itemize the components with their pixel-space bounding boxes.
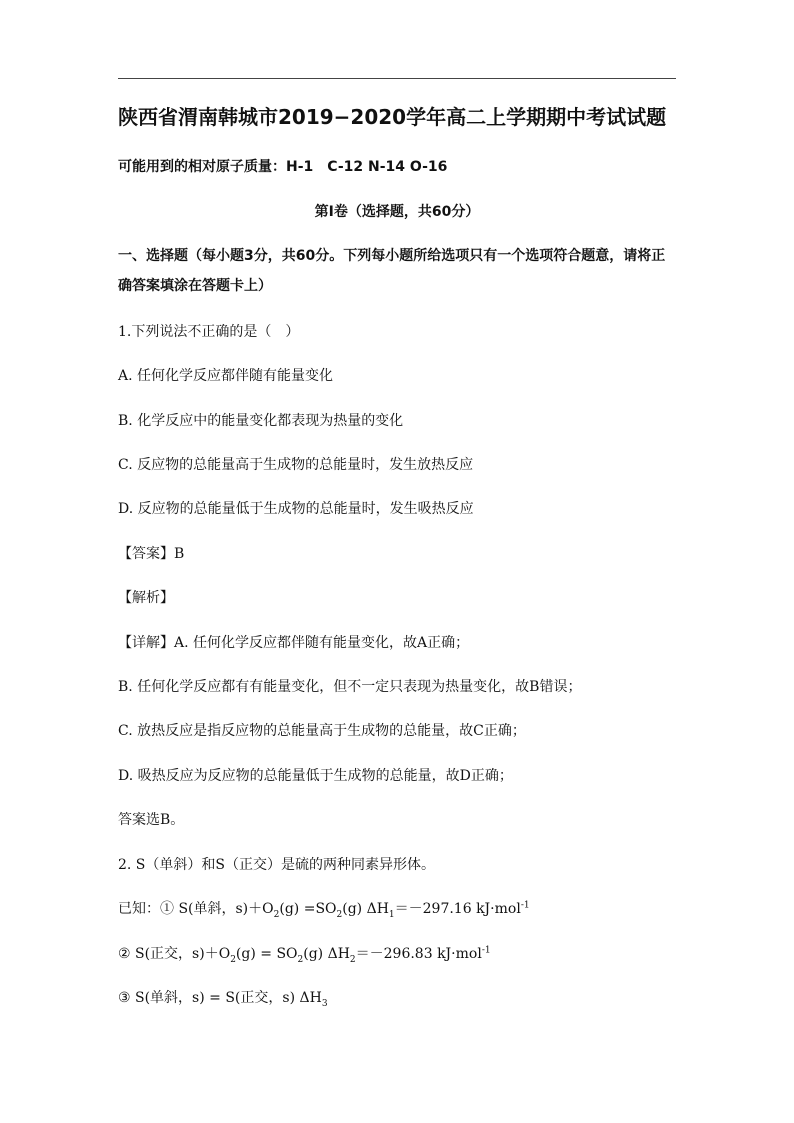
document-title: 陕西省渭南韩城市2019−2020学年高二上学期期中考试试题 [118,105,667,129]
q1-answer: 【答案】B [118,546,185,562]
eq2-mid2: (g) ΔH [303,946,350,962]
eq1-exponent: -1 [520,900,530,911]
eq1-mid2: (g) ΔH [342,901,389,917]
eq1-h-subscript: 1 [388,909,395,920]
q1-conclusion: 答案选B。 [118,812,185,828]
q1-option-c: C. 反应物的总能量高于生成物的总能量时，发生放热反应 [118,457,474,473]
q1-detail-b: B. 任何化学反应都有有能量变化，但不一定只表现为热量变化，故B错误； [118,679,582,695]
eq1-value: ＝－297.16 kJ·mol [394,901,521,917]
eq2-value: ＝－296.83 kJ·mol [355,946,482,962]
eq1-so2-subscript: 2 [336,909,343,920]
q2-equation-3 [118,988,328,1008]
eq2-o2-subscript: 2 [230,954,236,965]
eq1-prefix: 已知：① S(单斜，s)＋O [118,901,274,917]
eq1-mid1: (g) =SO [279,901,337,917]
eq2-h-subscript: 2 [349,954,356,965]
q1-option-d: D. 反应物的总能量低于生成物的总能量时，发生吸热反应 [118,501,474,517]
eq3-h-subscript: 3 [321,998,328,1009]
section-title: 第Ⅰ卷（选择题，共60分） [314,204,480,220]
eq3-prefix: ③ S(单斜，s) = S(正交，s) ΔH [118,990,322,1006]
q1-stem: 1.下列说法不正确的是（ ） [118,324,300,340]
q2-equation-2 [118,944,491,964]
q1-option-a: A. 任何化学反应都伴随有能量变化 [118,368,334,384]
q2-stem: 2. S（单斜）和S（正交）是硫的两种同素异形体。 [118,857,435,873]
eq2-mid1: (g) = SO [235,946,298,962]
q1-detail-a: 【详解】A. 任何化学反应都伴随有能量变化，故A正确； [118,635,470,651]
section-instruction-line2: 确答案填涂在答题卡上） [118,278,272,294]
section-instruction-line1: 一、选择题（每小题3分，共60分。下列每小题所给选项只有一个选项符合题意，请将正 [118,248,666,264]
q1-detail-d: D. 吸热反应为反应物的总能量低于生成物的总能量，故D正确； [118,768,513,784]
eq1-o2-subscript: 2 [273,909,280,920]
header-rule [118,78,676,79]
q1-analysis-label: 【解析】 [118,590,174,606]
eq2-prefix: ② S(正交，s)＋O [118,946,231,962]
q1-detail-c: C. 放热反应是指反应物的总能量高于生成物的总能量，故C正确； [118,723,526,739]
atomic-masses: 可能用到的相对原子质量：H-1 C-12 N-14 O-16 [118,159,448,175]
q1-option-b: B. 化学反应中的能量变化都表现为热量的变化 [118,413,404,429]
eq2-exponent: -1 [481,945,491,956]
q2-equation-1 [118,899,530,919]
eq2-so2-subscript: 2 [297,954,304,965]
